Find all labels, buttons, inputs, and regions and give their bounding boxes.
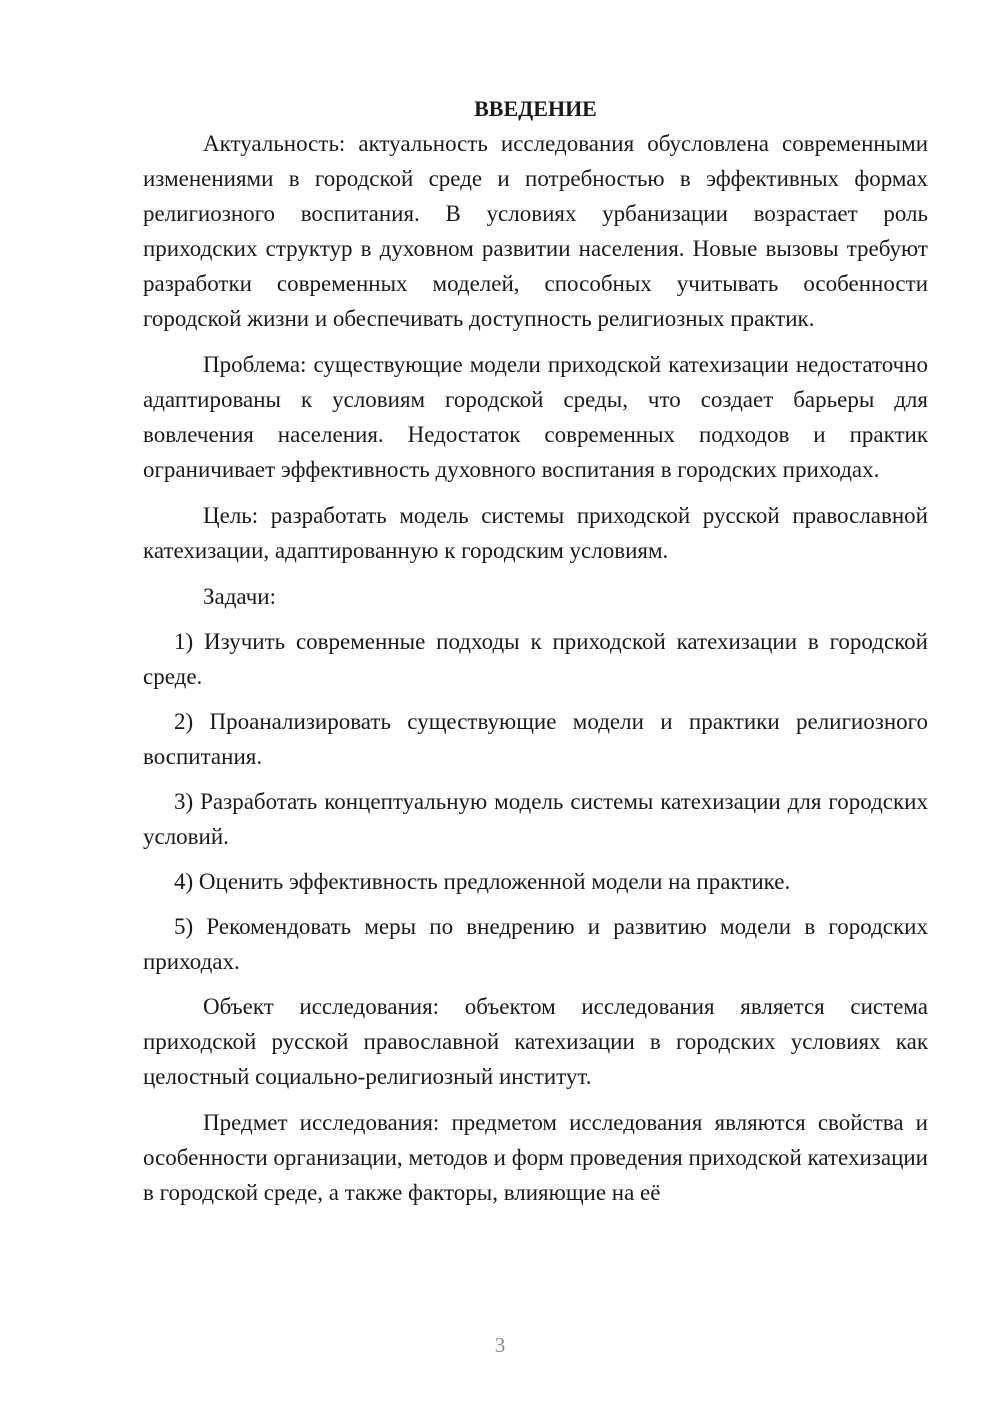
- page-title: ВВЕДЕНИЕ: [474, 96, 597, 121]
- object-paragraph: Объект исследования: объектом исследования является система приходской русской православной катехизации в городских условиях как целостный социально-религиозный институт.: [143, 994, 928, 1089]
- task-item-2: 2) Проанализировать существующие модели и практики религиозного воспитания.: [143, 709, 928, 769]
- document-page: [143, 92, 928, 1221]
- tasks-label: Задачи:: [203, 584, 276, 609]
- task-item-1: 1) Изучить современные подходы к приходской катехизации в городской среде.: [143, 629, 928, 689]
- problem-paragraph: Проблема: существующие модели приходской катехизации недостаточно адаптированы к условиям городской среды, что создает барьеры для вовлечения населения. Недостаток современных подходов и практик ограничивает эффективность духовного воспитания в городских приходах.: [143, 352, 928, 482]
- task-item-5: 5) Рекомендовать меры по внедрению и развитию модели в городских приходах.: [143, 914, 928, 974]
- page-number: 3: [494, 1333, 506, 1357]
- task-item-4: 4) Оценить эффективность предложенной модели на практике.: [174, 869, 791, 894]
- subject-paragraph: Предмет исследования: предметом исследования являются свойства и особенности организации, методов и форм проведения приходской катехизации в городской среде, а также факторы, влияющие на её: [143, 1110, 928, 1205]
- relevance-paragraph: Актуальность: актуальность исследования обусловлена современными изменениями в городской среде и потребностью в эффективных формах религиозного воспитания. В условиях урбанизации возрастает роль приходских структур в духовном развитии населения. Новые вызовы требуют разработки современных моделей, способных учитывать особенности городской жизни и обеспечивать доступность религиозных практик.: [143, 131, 928, 331]
- goal-paragraph: Цель: разработать модель системы приходской русской православной катехизации, адаптированную к городским условиям.: [143, 503, 928, 563]
- task-item-3: 3) Разработать концептуальную модель системы катехизации для городских условий.: [143, 789, 928, 849]
